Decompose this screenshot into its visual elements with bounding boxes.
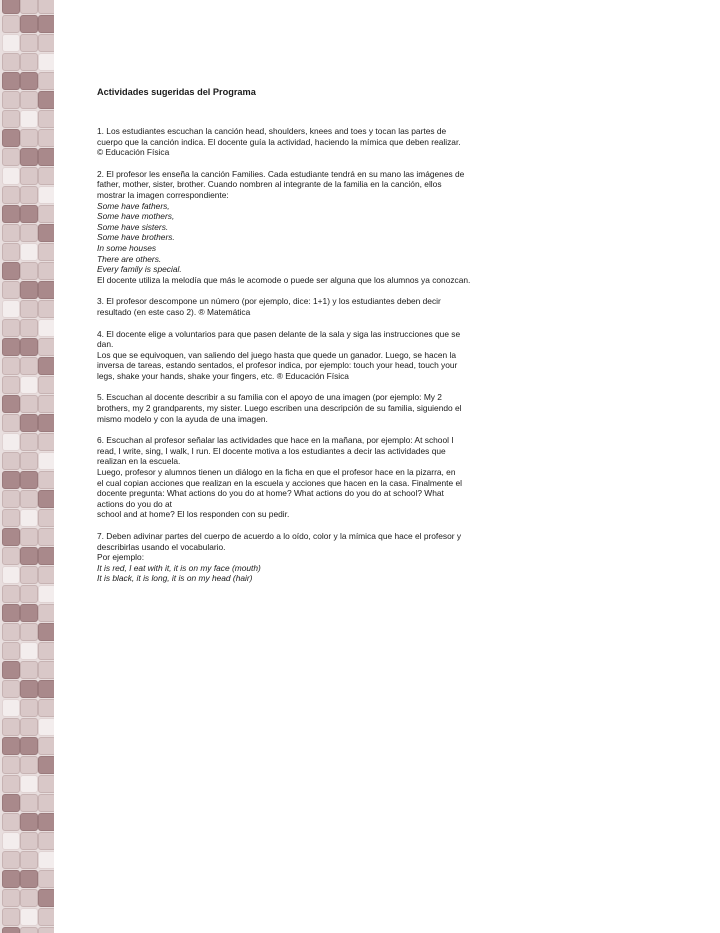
decorative-square	[38, 566, 54, 584]
decorative-square	[2, 53, 20, 71]
text-line: dan.	[97, 339, 114, 350]
text-line: Luego, profesor y alumnos tienen un diálogo en la ficha en que el profesor hace en la pizarra, en	[97, 467, 456, 478]
decorative-square	[2, 566, 20, 584]
decorative-square	[2, 471, 20, 489]
decorative-square	[20, 53, 38, 71]
decorative-square	[20, 642, 38, 660]
text-line: mostrar la imagen correspondiente:	[97, 189, 229, 200]
decorative-square	[2, 775, 20, 793]
text-line: 1. Los estudiantes escuchan la canción head, shoulders, knees and toes y tocan las partes de	[97, 126, 447, 136]
decorative-square	[2, 433, 20, 451]
decorative-square	[2, 870, 20, 888]
decorative-square	[20, 452, 38, 470]
decorative-square	[2, 224, 20, 242]
text-line: El docente utiliza la melodía que más le acomode o puede ser alguna que los alumnos ya conozcan.	[97, 274, 471, 285]
decorative-square	[2, 243, 20, 261]
text-line: father, mother, sister, brother. Cuando nombren al integrante de la familia en la canción, ellos	[97, 179, 442, 190]
decorative-square	[20, 224, 38, 242]
decorative-square	[38, 661, 54, 679]
decorative-square	[20, 775, 38, 793]
decorative-square	[20, 718, 38, 736]
decorative-square	[20, 566, 38, 584]
decorative-square	[20, 205, 38, 223]
decorative-square	[2, 72, 20, 90]
decorative-square	[2, 718, 20, 736]
decorative-square	[20, 15, 38, 33]
decorative-square	[20, 281, 38, 299]
decorative-square	[20, 699, 38, 717]
decorative-square	[2, 908, 20, 926]
decorative-square	[2, 547, 20, 565]
decorative-square	[2, 110, 20, 128]
decorative-square	[38, 224, 54, 242]
decorative-square	[2, 262, 20, 280]
decorative-square	[38, 34, 54, 52]
decorative-square	[2, 794, 20, 812]
decorative-square	[38, 680, 54, 698]
decorative-square	[38, 718, 54, 736]
decorative-square	[20, 528, 38, 546]
document-title: Actividades sugeridas del Programa	[97, 87, 256, 97]
text-line: describirlas usando el vocabulario.	[97, 541, 226, 552]
decorative-square	[2, 604, 20, 622]
decorative-square	[20, 490, 38, 508]
decorative-square	[2, 167, 20, 185]
decorative-square	[20, 509, 38, 527]
decorative-square	[20, 585, 38, 603]
decorative-square	[20, 129, 38, 147]
decorative-square	[20, 832, 38, 850]
decorative-square	[2, 623, 20, 641]
decorative-square	[2, 281, 20, 299]
decorative-square	[20, 395, 38, 413]
activity-3	[97, 296, 622, 317]
decorative-square	[38, 319, 54, 337]
decorative-square	[38, 528, 54, 546]
decorative-square	[38, 300, 54, 318]
decorative-square	[2, 851, 20, 869]
song-line: Every family is special.	[97, 264, 182, 275]
decorative-square	[2, 661, 20, 679]
decorative-square	[2, 15, 20, 33]
text-line: cuerpo que la canción indica. El docente guía la actividad, haciendo la mímica que deben realizar.	[97, 136, 461, 147]
decorative-square	[20, 414, 38, 432]
text-line: el cual copian acciones que realizan en la escuela y acciones que hacen en la casa. Finalmente el	[97, 477, 463, 488]
text-line: docente pregunta: What actions do you do at home? What actions do you do at school? What	[97, 488, 444, 499]
decorative-square	[2, 205, 20, 223]
decorative-square	[38, 585, 54, 603]
text-line: Los que se equivoquen, van saliendo del juego hasta que quede un ganador. Luego, se hacen la	[97, 349, 457, 360]
decorative-square	[38, 376, 54, 394]
activity-1	[97, 126, 622, 158]
decorative-square	[38, 414, 54, 432]
decorative-square	[38, 870, 54, 888]
decorative-square	[20, 908, 38, 926]
decorative-square	[20, 889, 38, 907]
decorative-square	[20, 813, 38, 831]
song-line: Some have mothers,	[97, 211, 175, 222]
decorative-square	[2, 376, 20, 394]
decorative-square	[38, 699, 54, 717]
decorative-square	[2, 357, 20, 375]
decorative-square	[20, 547, 38, 565]
decorative-square	[20, 110, 38, 128]
decorative-square	[2, 414, 20, 432]
decorative-square	[2, 680, 20, 698]
activity-4	[97, 329, 622, 382]
decorative-square	[2, 186, 20, 204]
text-line: © Educación Física	[97, 147, 170, 158]
decorative-square	[2, 927, 20, 933]
decorative-square	[38, 490, 54, 508]
decorative-square	[38, 91, 54, 109]
text-line: Por ejemplo:	[97, 552, 145, 563]
text-line: 7. Deben adivinar partes del cuerpo de acuerdo a lo oído, color y la mímica que hace el profesor y	[97, 531, 462, 541]
song-line: Some have brothers.	[97, 232, 175, 243]
text-line: inversa de tareas, estando sentados, el profesor indica, por ejemplo: touch your head, touch your	[97, 360, 458, 371]
decorative-square	[20, 91, 38, 109]
decorative-square	[2, 756, 20, 774]
decorative-square	[20, 661, 38, 679]
example-line: It is red, I eat with it, it is on my face (mouth)	[97, 562, 261, 573]
decorative-square	[2, 642, 20, 660]
text-line: realizan en la escuela.	[97, 456, 181, 467]
decorative-square	[38, 53, 54, 71]
decorative-square	[38, 357, 54, 375]
decorative-square	[20, 167, 38, 185]
decorative-square	[2, 889, 20, 907]
decorative-square	[2, 319, 20, 337]
text-line: resultado (en este caso 2). ® Matemática	[97, 306, 251, 317]
decorative-square	[2, 91, 20, 109]
decorative-square	[20, 794, 38, 812]
text-line: 2. El profesor les enseña la canción Families. Cada estudiante tendrá en su mano las imágenes de	[97, 168, 465, 179]
decorative-square	[20, 604, 38, 622]
decorative-square	[2, 148, 20, 166]
decorative-square	[38, 395, 54, 413]
decorative-square	[20, 623, 38, 641]
song-line: Some have fathers,	[97, 200, 170, 211]
decorative-square	[38, 623, 54, 641]
decorative-square	[20, 870, 38, 888]
decorative-square	[38, 908, 54, 926]
text-line: school and at home? El los responden con su pedir.	[97, 509, 290, 520]
decorative-square	[2, 338, 20, 356]
decorative-square	[38, 851, 54, 869]
decorative-square	[20, 262, 38, 280]
decorative-square	[38, 433, 54, 451]
text-line: 4. El docente elige a voluntarios para que pasen delante de la sala y siga las instrucciones que se	[97, 328, 461, 339]
decorative-square	[2, 34, 20, 52]
decorative-square	[20, 433, 38, 451]
decorative-square	[2, 452, 20, 470]
decorative-square	[38, 167, 54, 185]
decorative-square	[2, 813, 20, 831]
decorative-square	[38, 547, 54, 565]
activity-7	[97, 531, 622, 584]
text-line: 6. Escuchan al profesor señalar las actividades que hace en la mañana, por ejemplo: At school I	[97, 435, 454, 446]
decorative-square	[20, 471, 38, 489]
decorative-square	[20, 186, 38, 204]
decorative-square	[38, 889, 54, 907]
decorative-square	[2, 0, 20, 14]
decorative-square	[38, 642, 54, 660]
text-line: read, I write, sing, I walk, I run. El docente motiva a los estudiantes a decir las actividades que	[97, 445, 446, 456]
decorative-square	[20, 319, 38, 337]
activity-2	[97, 169, 622, 286]
decorative-square	[38, 15, 54, 33]
decorative-square	[2, 832, 20, 850]
decorative-square	[20, 0, 38, 14]
decorative-square	[38, 794, 54, 812]
decorative-left-border	[0, 0, 54, 933]
decorative-square	[20, 927, 38, 933]
decorative-square	[2, 699, 20, 717]
decorative-square	[38, 186, 54, 204]
text-line: brothers, my 2 grandparents, my sister. Luego escriben una descripción de su familia, siguiendo el	[97, 403, 462, 414]
decorative-square	[38, 604, 54, 622]
text-line: 5. Escuchan al docente describir a su familia con el apoyo de una imagen (por ejemplo: My 2	[97, 392, 442, 403]
activity-6	[97, 435, 622, 520]
decorative-square	[2, 528, 20, 546]
decorative-square	[2, 509, 20, 527]
decorative-square	[38, 281, 54, 299]
decorative-square	[20, 737, 38, 755]
decorative-square	[2, 585, 20, 603]
decorative-square	[20, 851, 38, 869]
decorative-square	[20, 680, 38, 698]
song-line: In some houses	[97, 242, 157, 253]
decorative-square	[2, 395, 20, 413]
decorative-square	[20, 756, 38, 774]
decorative-square	[38, 110, 54, 128]
decorative-square	[38, 737, 54, 755]
decorative-square	[20, 148, 38, 166]
decorative-square	[38, 0, 54, 14]
decorative-square	[38, 338, 54, 356]
decorative-square	[2, 129, 20, 147]
decorative-square	[38, 243, 54, 261]
decorative-square	[38, 756, 54, 774]
text-line: actions do you do at	[97, 498, 172, 509]
decorative-square	[38, 205, 54, 223]
decorative-square	[20, 300, 38, 318]
decorative-square	[20, 376, 38, 394]
decorative-square	[20, 243, 38, 261]
decorative-square	[38, 509, 54, 527]
decorative-square	[38, 832, 54, 850]
decorative-square	[38, 452, 54, 470]
text-line: 3. El profesor descompone un número (por ejemplo, dice: 1+1) y los estudiantes deben decir	[97, 296, 441, 307]
decorative-square	[38, 813, 54, 831]
decorative-square	[2, 490, 20, 508]
song-line: Some have sisters.	[97, 221, 169, 232]
decorative-square	[20, 357, 38, 375]
activity-5	[97, 392, 622, 424]
decorative-square	[38, 129, 54, 147]
decorative-square	[20, 34, 38, 52]
decorative-square	[20, 338, 38, 356]
document-page	[97, 86, 622, 595]
decorative-square	[38, 262, 54, 280]
decorative-square	[2, 300, 20, 318]
decorative-square	[38, 72, 54, 90]
decorative-square	[2, 737, 20, 755]
decorative-square	[38, 148, 54, 166]
decorative-square	[38, 927, 54, 933]
text-line: mismo modelo y con la ayuda de una imagen.	[97, 413, 268, 424]
decorative-square	[38, 471, 54, 489]
song-line: There are others.	[97, 253, 162, 264]
decorative-square	[20, 72, 38, 90]
example-line: It is black, it is long, it is on my head (hair)	[97, 573, 253, 584]
decorative-square	[38, 775, 54, 793]
text-line: legs, shake your hands, shake your fingers, etc. ® Educación Física	[97, 370, 349, 381]
